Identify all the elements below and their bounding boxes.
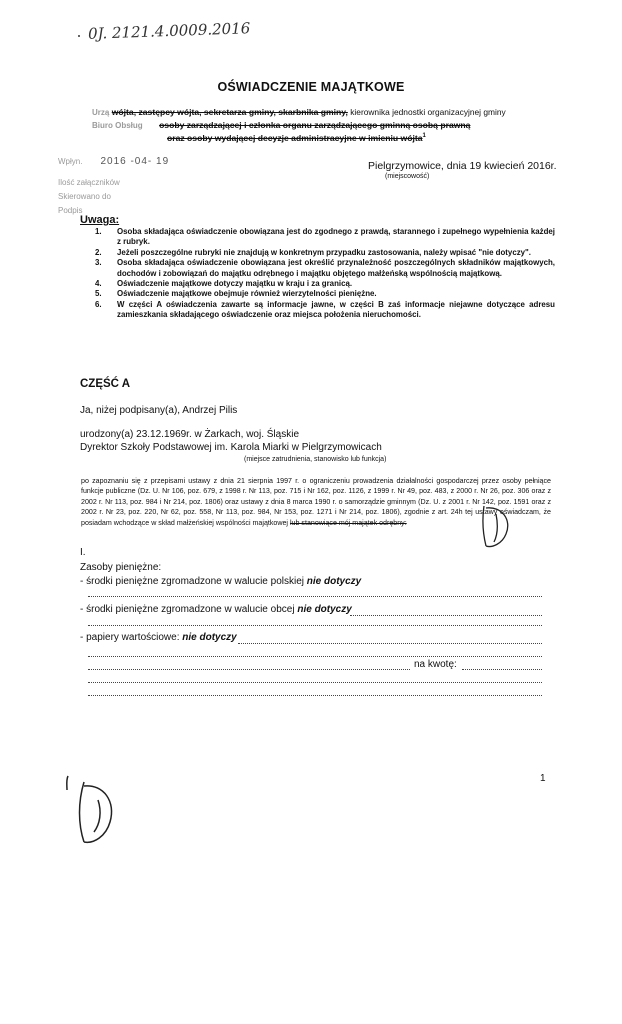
stamp-attachments: Ilość załączników: [58, 178, 120, 187]
header-selected-role: kierownika jednostki organizacyjnej gminy: [350, 107, 506, 117]
law-text: po zapoznaniu się z przepisami ustawy z dnia 21 sierpnia 1997 r. o ograniczeniu prowadzenia działalności gospodarczej przez osoby pełniące funkcje publiczne (Dz. U. Nr 106, poz. 679, z 1998 r. Nr 113, poz. 715 i Nr 162, poz. 1126, z 1999 r. Nr 49, poz. 483, z 2000 r. Nr 26, poz. 306 oraz z 2002 r. Nr 113, poz. 984 i Nr 214, poz. 1806) oraz ustawy z dnia 8 marca 1990 r. o samorządzie gminnym (Dz. U. z 2001 r. Nr 142, poz. 1591 oraz z 2002 r. Nr 23, poz. 220, Nr 62, poz. 558, Nr 113, poz. 984, Nr 153, poz. 1271 i Nr 214, poz. 1806), zgodnie z art. 24h tej ustawy oświadczam, że posiadam wchodzące w skład małżeńskiej wspólności majątkowej: [81, 477, 551, 527]
header-line-2: [92, 120, 470, 130]
dotted-line: [88, 596, 542, 597]
header-line-3: [167, 133, 426, 143]
amount-label: na kwotę:: [414, 659, 457, 670]
handwritten-signature: [58, 772, 128, 852]
pln-funds-row: [80, 576, 361, 587]
part-a-heading: CZĘŚĆ A: [80, 378, 131, 390]
footnote-marker: 1: [422, 133, 426, 140]
uwaga-item: 1. Osoba składająca oświadczenie obowiązana jest do zgodnego z prawdą, starannego i zupełnego wypełnienia każdej z rubryk.: [95, 227, 555, 247]
initials-signature: [476, 500, 518, 552]
punch-mark: [78, 35, 80, 37]
uwaga-list: [95, 227, 555, 321]
handwritten-reference: 0J. 2121.4.0009.2016: [87, 19, 251, 43]
dotted-line: [88, 656, 542, 657]
dotted-line: [88, 625, 542, 626]
header-struck-roles-2: osoby zarządzającej i członka organu zarządzającego gminną osobą prawną: [159, 120, 471, 130]
dotted-fill: [350, 615, 542, 616]
stamp-directed-to: Skierowano do: [58, 192, 111, 201]
uwaga-item: 4. Oświadczenie majątkowe dotyczy majątku w kraju i za granicą.: [95, 279, 353, 289]
employment-position: Dyrektor Szkoły Podstawowej im. Karola Miarki w Pielgrzymowicach: [80, 442, 382, 453]
page-number: 1: [540, 773, 546, 784]
stamp-signature: Podpis: [58, 206, 83, 215]
law-struck-option: lub stanowiące mój majątek odrębny:: [289, 518, 407, 527]
employment-caption: (miejsce zatrudnienia, stanowisko lub funkcja): [244, 456, 387, 463]
header-stamp-fragment-2: Biuro Obsług: [92, 121, 143, 130]
dotted-fill: [238, 643, 542, 644]
uwaga-item: 6. W części A oświadczenia zawarte są informacje jawne, w części B zaś informacje niejawne dotyczące adresu zamieszkania składającego oświadczenie oraz miejsca położenia nieruchomości.: [95, 299, 555, 320]
securities-value: nie dotyczy: [182, 632, 237, 643]
birth-info: urodzony(a) 23.12.1969r. w Żarkach, woj. Śląskie: [80, 429, 299, 440]
securities-label: - papiery wartościowe:: [80, 632, 180, 643]
header-line-1: [92, 107, 506, 117]
pln-funds-label: - środki pieniężne zgromadzone w walucie polskiej: [80, 576, 304, 587]
place-caption: (miejscowość): [385, 173, 430, 180]
registry-stamp: [58, 156, 228, 215]
document-title: OŚWIADCZENIE MAJĄTKOWE: [217, 80, 405, 94]
header-struck-roles: wójta, zastępcy wójta, sekretarza gminy, skarbnika gminy,: [111, 107, 348, 117]
declarant-name: Ja, niżej podpisany(a), Andrzej Pilis: [80, 405, 238, 416]
section-roman: I.: [80, 547, 86, 558]
uwaga-item: 2. Jeżeli poszczególne rubryki nie znajdują w konkretnym przypadku zastosowania, należy wpisać "nie dotyczy".: [95, 247, 531, 257]
stamp-received-label: Wpłyn.: [58, 157, 83, 166]
uwaga-item: 5. Oświadczenie majątkowe obejmuje również wierzytelności pieniężne.: [95, 289, 377, 299]
uwaga-item: 3. Osoba składająca oświadczenie obowiązana jest określić przynależność poszczególnych składników majątkowych, dochodów i zobowiązań do majątku odrębnego i majątku objętego małżeńską wspólnością majątkową.: [95, 258, 555, 278]
foreign-funds-value: nie dotyczy: [297, 604, 352, 615]
foreign-funds-label: - środki pieniężne zgromadzone w walucie obcej: [80, 604, 295, 615]
place-date: Pielgrzymowice, dnia 19 kwiecień 2016r.: [368, 160, 557, 172]
dotted-line: [88, 682, 542, 683]
stamp-received-date: 2016 -04- 19: [100, 156, 170, 167]
foreign-funds-row: [80, 604, 352, 615]
securities-row: [80, 632, 237, 643]
section-heading: Zasoby pieniężne:: [80, 562, 162, 573]
dotted-line: [88, 695, 542, 696]
header-stamp-fragment: Urzą: [92, 108, 110, 117]
header-struck-roles-3: oraz osoby wydającej decyzje administracyjne w imieniu wójta: [167, 133, 423, 143]
pln-funds-value: nie dotyczy: [306, 576, 362, 587]
uwaga-heading: Uwaga:: [80, 214, 120, 226]
dotted-fill: [462, 669, 542, 670]
dotted-line: [88, 669, 410, 670]
